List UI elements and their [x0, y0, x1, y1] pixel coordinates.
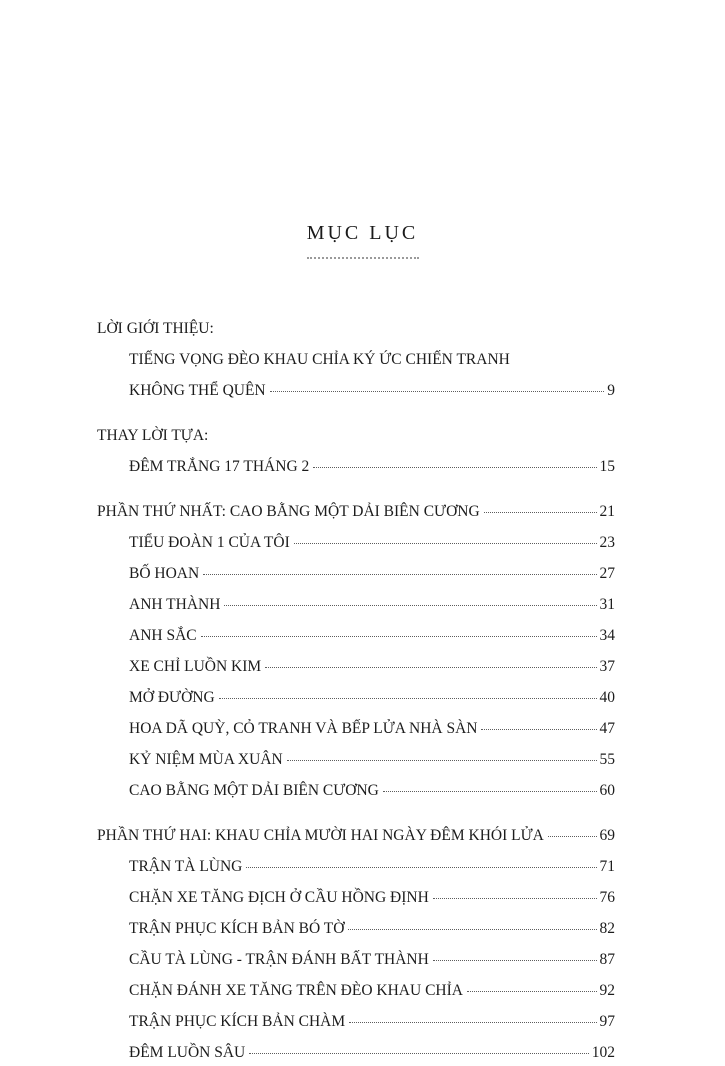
toc-entry-page-number: 31 [599, 596, 615, 613]
toc-entry-label: CẦU TÀ LÙNG - TRẬN ĐÁNH BẤT THÀNH [129, 951, 429, 968]
toc-leader-dots [467, 991, 597, 992]
toc-entry-label: ANH THÀNH [129, 596, 221, 613]
toc-entry-label: CAO BẰNG MỘT DẢI BIÊN CƯƠNG [129, 782, 379, 799]
toc-entry-label: THAY LỜI TỰA: [97, 427, 209, 444]
toc-entry-label: KỶ NIỆM MÙA XUÂN [129, 751, 283, 768]
toc-entry[interactable] [129, 913, 615, 944]
toc-leader-dots [348, 929, 596, 930]
toc-entry[interactable] [97, 820, 615, 851]
toc-leader-dots [201, 636, 597, 637]
toc-entry-page-number: 87 [599, 951, 615, 968]
toc-leader-dots [265, 667, 596, 668]
toc-entry-label: ĐÊM LUỒN SÂU [129, 1044, 246, 1061]
toc-entry-page-number: 15 [599, 458, 615, 475]
toc-entry-label: BỐ HOAN [129, 565, 200, 582]
toc-entry-label: TRẬN TÀ LÙNG [129, 858, 243, 875]
toc-entry[interactable] [129, 558, 615, 589]
toc-entry[interactable] [129, 851, 615, 882]
toc-entry-page-number: 55 [599, 751, 615, 768]
toc-entry[interactable] [129, 1037, 615, 1066]
toc-entry[interactable] [129, 682, 615, 713]
toc-entry-label: KHÔNG THỂ QUÊN [129, 382, 266, 399]
toc-entry-page-number: 102 [591, 1044, 615, 1061]
toc-entry-label: MỞ ĐƯỜNG [129, 689, 215, 706]
toc-leader-dots [548, 836, 597, 837]
toc-entry-label: LỜI GIỚI THIỆU: [97, 320, 214, 337]
toc-leader-dots [294, 543, 597, 544]
toc-entry[interactable] [129, 975, 615, 1006]
toc-entry-page-number: 71 [599, 858, 615, 875]
toc-entry[interactable] [129, 527, 615, 558]
toc-entry[interactable] [129, 944, 615, 975]
toc-entry[interactable] [97, 313, 615, 344]
toc-leader-dots [270, 391, 605, 392]
toc-entry[interactable] [97, 496, 615, 527]
toc-entry-page-number: 23 [599, 534, 615, 551]
toc-leader-dots [287, 760, 597, 761]
toc-entry-label: CHẶN XE TĂNG ĐỊCH Ở CẦU HỒNG ĐỊNH [129, 889, 429, 906]
toc-entry-page-number: 76 [599, 889, 615, 906]
toc-entry-label: TIỂU ĐOÀN 1 CỦA TÔI [129, 534, 290, 551]
toc-entry-label: TRẬN PHỤC KÍCH BẢN CHÀM [129, 1013, 346, 1030]
toc-leader-dots [433, 898, 597, 899]
toc-entry-page-number: 82 [599, 920, 615, 937]
toc-entry[interactable] [129, 620, 615, 651]
toc-entry-page-number: 40 [599, 689, 615, 706]
toc-leader-dots [203, 574, 596, 575]
toc-entry[interactable] [129, 589, 615, 620]
toc-entry-page-number: 34 [599, 627, 615, 644]
toc-entry-label: ĐÊM TRẮNG 17 THÁNG 2 [129, 458, 310, 475]
toc-entry-page-number: 69 [599, 827, 615, 844]
toc-leader-dots [383, 791, 597, 792]
toc-entry[interactable] [129, 375, 615, 406]
toc-entry-list [0, 313, 725, 1066]
toc-entry[interactable] [129, 882, 615, 913]
toc-entry-label: HOA DÃ QUỲ, CỎ TRANH VÀ BẾP LỬA NHÀ SÀN [129, 720, 478, 737]
toc-entry-page-number: 21 [599, 503, 615, 520]
toc-entry-label: PHẦN THỨ HAI: KHAU CHỈA MƯỜI HAI NGÀY ĐÊM KHÓI LỬA [97, 827, 544, 844]
toc-entry-label: ANH SẮC [129, 627, 197, 644]
toc-leader-dots [481, 729, 596, 730]
toc-entry-label: PHẦN THỨ NHẤT: CAO BẰNG MỘT DẢI BIÊN CƯƠNG [97, 503, 480, 520]
toc-entry[interactable] [129, 451, 615, 482]
toc-entry-page-number: 9 [607, 382, 615, 399]
toc-leader-dots [219, 698, 597, 699]
toc-entry-page-number: 37 [599, 658, 615, 675]
toc-entry-page-number: 27 [599, 565, 615, 582]
toc-entry-label: CHẶN ĐÁNH XE TĂNG TRÊN ĐÈO KHAU CHỈA [129, 982, 463, 999]
toc-leader-dots [349, 1022, 596, 1023]
toc-entry[interactable] [129, 1006, 615, 1037]
toc-entry-page-number: 92 [599, 982, 615, 999]
toc-entry[interactable] [129, 651, 615, 682]
toc-leader-dots [224, 605, 596, 606]
page-title: MỤC LỤC [306, 222, 419, 244]
toc-entry-label: TRẬN PHỤC KÍCH BẢN BÓ TỜ [129, 920, 345, 937]
toc-entry[interactable] [129, 344, 615, 375]
toc-entry-page-number: 47 [599, 720, 615, 737]
toc-leader-dots [246, 867, 596, 868]
toc-leader-dots [313, 467, 596, 468]
toc-entry[interactable] [129, 713, 615, 744]
toc-entry[interactable] [129, 744, 615, 775]
toc-entry[interactable] [97, 420, 615, 451]
toc-entry-page-number: 60 [599, 782, 615, 799]
toc-leader-dots [484, 512, 597, 513]
toc-entry-label: TIẾNG VỌNG ĐÈO KHAU CHỈA KÝ ỨC CHIẾN TRANH [129, 351, 510, 368]
toc-entry[interactable] [129, 775, 615, 806]
toc-entry-page-number: 97 [599, 1013, 615, 1030]
toc-leader-dots [433, 960, 597, 961]
title-divider [307, 254, 419, 259]
toc-entry-label: XE CHỈ LUỒN KIM [129, 658, 262, 675]
toc-leader-dots [249, 1053, 589, 1054]
